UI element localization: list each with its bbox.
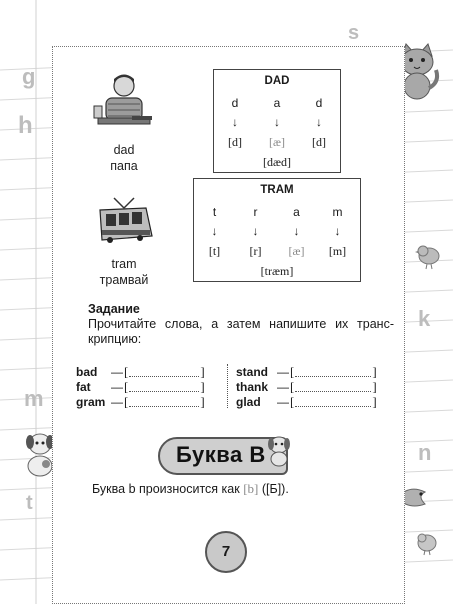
bracket-close: ] [200,393,205,409]
dash: — [277,364,289,379]
bracket-close: ] [372,393,377,409]
answer-blank[interactable] [295,382,371,392]
exercise-word: thank [236,379,269,394]
tram-letter: a [293,205,300,219]
dash: — [277,379,289,394]
tram-letter: r [253,205,258,219]
bracket-open: [ [290,393,295,409]
deco-letter-t: t [26,492,33,514]
bracket-close: ] [200,378,205,394]
deco-letter-s: s [348,22,360,44]
bracket-open: [ [290,363,295,379]
answer-blank[interactable] [129,367,199,377]
exercise-row [76,364,205,379]
exercise-divider [227,364,228,408]
dad-sound: [æ] [269,135,285,149]
answer-blank[interactable] [129,397,199,407]
deco-letter-g: g [22,64,36,89]
man-at-computer-illustration [92,72,156,134]
bird-illustration [414,240,444,270]
exercise-word: stand [236,364,269,379]
word-tram-english: tram [111,257,137,271]
task-instructions: Прочитайте слова, а затем напишите их транс-крипцию: [88,317,394,346]
letter-note-sound: [b] [243,481,259,496]
word-dad-english: dad [113,143,135,157]
dad-sound: [d] [312,135,326,149]
deco-letter-n: n [418,440,432,465]
dad-sound: [d] [228,135,242,149]
tram-box-title: TRAM [260,184,294,196]
dad-letter: a [273,96,281,110]
tram-sound: [æ] [288,244,305,258]
exercise-row [76,379,205,394]
answer-blank[interactable] [295,367,371,377]
tram-letter: t [212,205,217,219]
exercise-row [76,394,205,409]
bracket-open: [ [290,378,295,394]
bird-illustration-3 [414,528,440,556]
dash: — [111,394,123,409]
bracket-close: ] [200,363,205,379]
dad-letter: d [231,96,239,110]
letter-note-suffix: ([Б]). [261,482,289,496]
exercise-word: gram [76,394,106,409]
letter-section-banner [158,437,288,475]
bracket-open: [ [124,393,129,409]
letter-section-title: Буква B [176,442,266,467]
deco-letter-k: k [418,306,431,331]
deco-letter-m: m [24,386,44,411]
arrow-down: ↓ [293,224,300,238]
dad-transcription-box [213,69,341,173]
task-title: Задание [88,302,140,316]
dash: — [111,364,123,379]
letter-note-prefix: Буква b произносится как [92,482,240,496]
exercise-row [236,364,377,379]
word-dad-block [82,142,166,174]
letter-pronunciation-note [92,481,289,497]
arrow-down: ↓ [334,224,341,238]
bracket-close: ] [372,363,377,379]
answer-blank[interactable] [129,382,199,392]
exercise-row [236,394,377,409]
page-number: 7 [205,531,247,573]
arrow-down: ↓ [316,115,322,129]
arrow-down: ↓ [232,115,238,129]
dad-full-transcription: [dæd] [263,155,291,169]
dash: — [277,394,289,409]
bracket-open: [ [124,363,129,379]
dad-letter: d [315,96,323,110]
tram-sound: [r] [249,244,262,258]
tram-sound: [t] [208,244,221,258]
tram-sound: [m] [328,244,347,258]
tram-full-transcription: [træm] [260,264,294,278]
word-dad-russian: папа [110,159,138,173]
word-tram-block [82,256,166,288]
dash: — [111,379,123,394]
arrow-down: ↓ [252,224,259,238]
tram-transcription-box [193,178,361,282]
dad-box-title: DAD [264,75,290,87]
puppy-icon [264,433,294,467]
bracket-close: ] [372,378,377,394]
word-tram-russian: трамвай [99,273,149,287]
exercise-word: glad [236,394,261,409]
bracket-open: [ [124,378,129,394]
answer-blank[interactable] [295,397,371,407]
exercise-word: bad [76,364,98,379]
tram-letter: m [332,205,343,219]
arrow-down: ↓ [211,224,218,238]
exercise-row [236,379,377,394]
arrow-down: ↓ [274,115,280,129]
deco-letter-h: h [18,112,33,139]
tram-illustration [96,196,154,246]
exercise-word: fat [76,379,91,394]
